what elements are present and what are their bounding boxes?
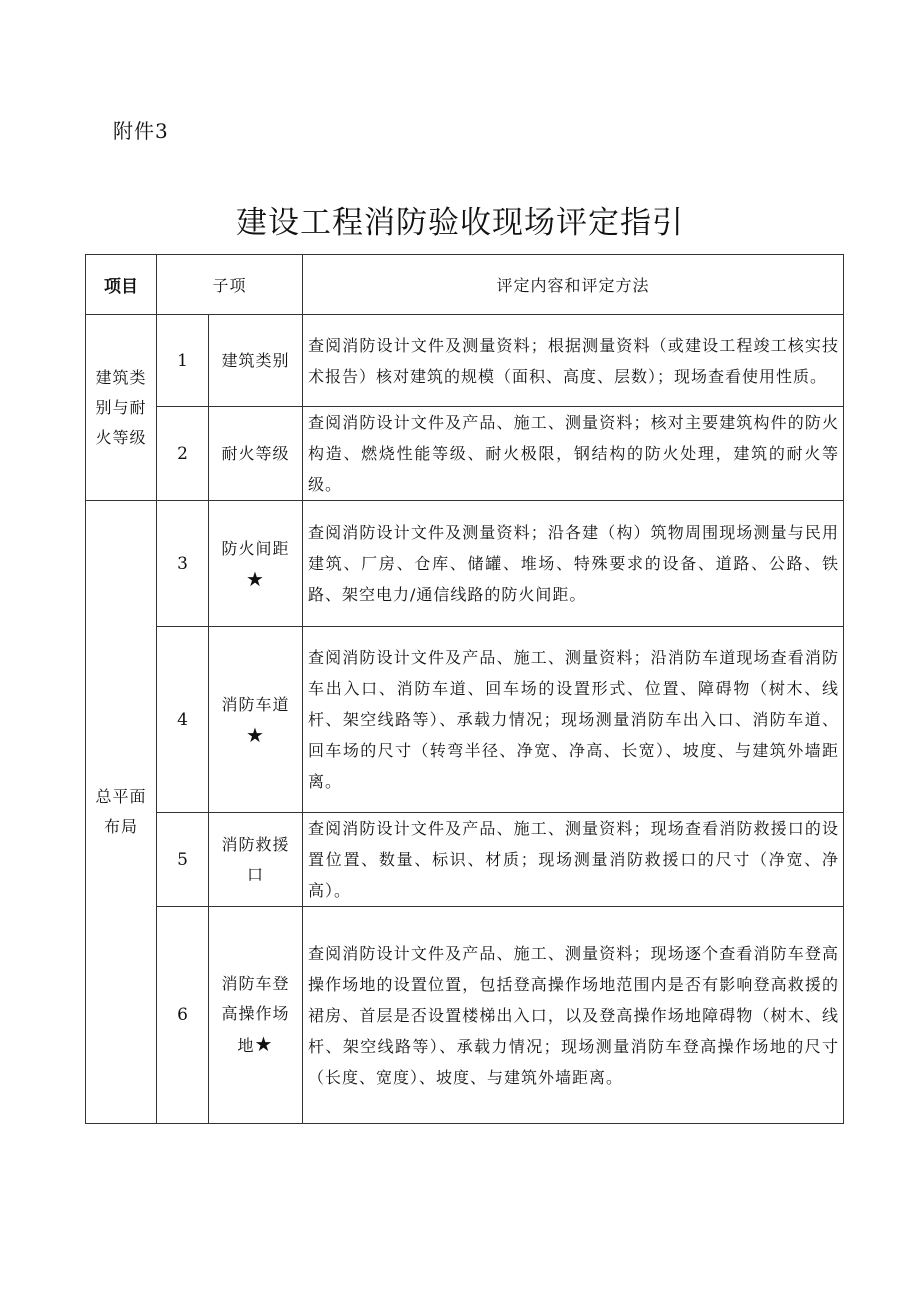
attachment-label: 附件3 — [113, 119, 169, 143]
subitem-name — [209, 627, 303, 813]
method-text: 查阅消防设计文件及产品、施工、测量资料；核对主要建筑构件的防火构造、燃烧性能等级、耐火极限，钢结构的防火处理，建筑的耐火等级。 — [303, 407, 844, 501]
subitem-name — [209, 813, 303, 907]
evaluation-table — [85, 254, 844, 1124]
subitem-name — [209, 315, 303, 407]
table-row — [86, 315, 844, 407]
document-title: 建设工程消防验收现场评定指引 — [236, 204, 684, 241]
table-row — [86, 813, 844, 907]
table-row — [86, 501, 844, 627]
subitem-name-line: 高操作场 — [221, 1004, 290, 1023]
key-item-star-icon: ★ — [254, 1032, 274, 1056]
method-text: 查阅消防设计文件及产品、施工、测量资料；沿消防车道现场查看消防车出入口、消防车道、回车场的设置形式、位置、障碍物（树木、线杆、架空线路等）、承载力情况；现场测量消防车出入口、消防车道、回车场的尺寸（转弯半径、净宽、净高、长宽）、坡度、与建筑外墙距离。 — [303, 627, 844, 813]
subitem-name — [209, 407, 303, 501]
table-row — [86, 627, 844, 813]
subitem-name-line: 耐火等级 — [221, 443, 290, 463]
project-name-line: 布局 — [103, 817, 138, 836]
subitem-name — [209, 501, 303, 627]
row-number: 6 — [157, 907, 209, 1124]
table-row — [86, 907, 844, 1124]
method-text: 查阅消防设计文件及产品、施工、测量资料；现场逐个查看消防车登高操作场地的设置位置，包括登高操作场地范围内是否有影响登高救援的裙房、首层是否设置楼梯出入口，以及登高操作场地障碍物（树木、线杆、架空线路等）、承载力情况；现场测量消防车登高操作场地的尺寸（长度、宽度）、坡度、与建筑外墙距离。 — [303, 907, 844, 1124]
subitem-name-line: 消防救援 — [221, 834, 290, 854]
subitem-name-fragment: 地 — [237, 1036, 255, 1055]
project-group-building-class — [86, 315, 157, 501]
row-number: 5 — [157, 813, 209, 907]
row-number: 1 — [157, 315, 209, 407]
row-number: 4 — [157, 627, 209, 813]
subitem-name-line: 消防车道 — [221, 694, 290, 714]
row-number: 2 — [157, 407, 209, 501]
project-name-line: 建筑类 — [95, 367, 147, 387]
subitem-name-line: 口 — [247, 864, 265, 884]
subitem-name-line-with-star — [212, 1029, 299, 1061]
subitem-name — [209, 907, 303, 1124]
header-method: 评定内容和评定方法 — [303, 255, 844, 315]
key-item-star-icon: ★ — [246, 722, 265, 747]
subitem-name-line: 消防车登 — [221, 974, 290, 993]
table-header-row — [86, 255, 844, 315]
table-row — [86, 407, 844, 501]
subitem-name-line: 建筑类别 — [221, 350, 290, 370]
header-project: 项目 — [86, 255, 157, 315]
project-group-site-layout — [86, 501, 157, 1124]
method-text: 查阅消防设计文件及测量资料；沿各建（构）筑物周围现场测量与民用建筑、厂房、仓库、储罐、堆场、特殊要求的设备、道路、公路、铁路、架空电力/通信线路的防火间距。 — [303, 501, 844, 627]
row-number: 3 — [157, 501, 209, 627]
project-name-line: 别与耐 — [95, 397, 147, 417]
project-name-line: 火等级 — [95, 427, 147, 447]
header-subitem: 子项 — [157, 255, 303, 315]
subitem-name-line: 防火间距 — [221, 538, 290, 558]
method-text: 查阅消防设计文件及测量资料；根据测量资料（或建设工程竣工核实技术报告）核对建筑的规模（面积、高度、层数）；现场查看使用性质。 — [303, 315, 844, 407]
key-item-star-icon: ★ — [246, 566, 265, 591]
method-text: 查阅消防设计文件及产品、施工、测量资料；现场查看消防救援口的设置位置、数量、标识、材质；现场测量消防救援口的尺寸（净宽、净高）。 — [303, 813, 844, 907]
project-name-line: 总平面 — [95, 787, 147, 806]
